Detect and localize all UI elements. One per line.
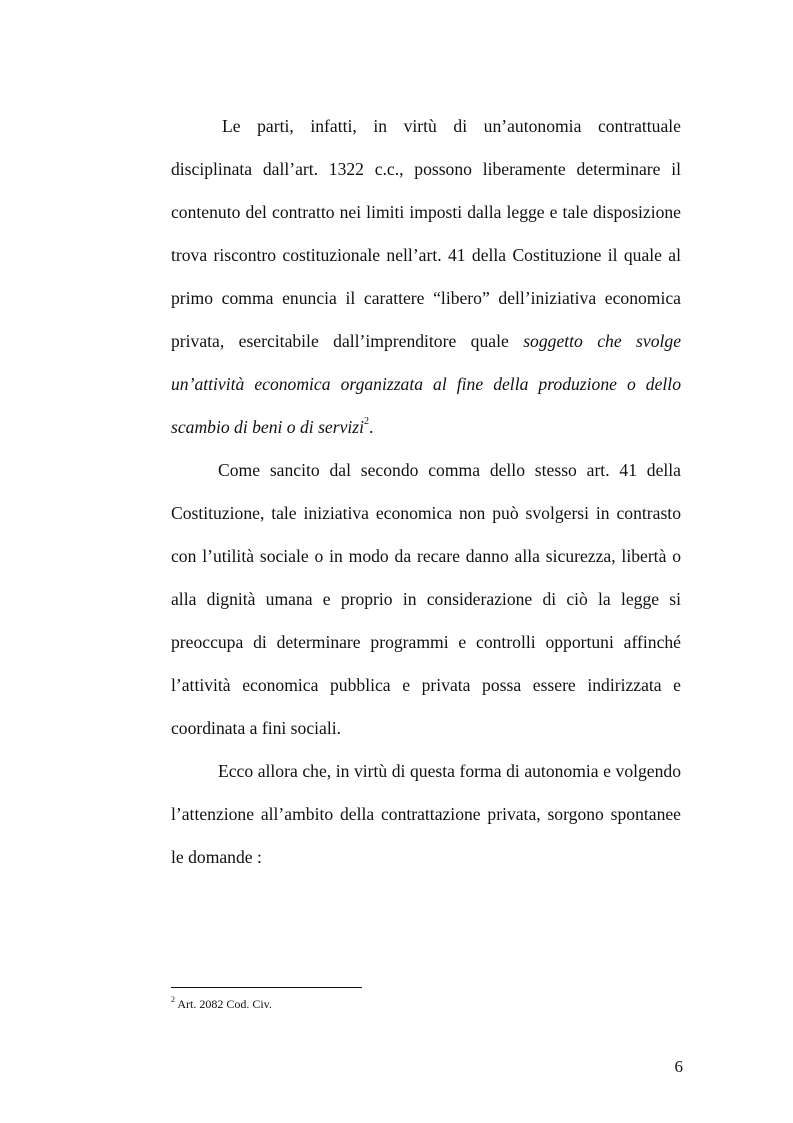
paragraph-1-end: . (369, 417, 374, 437)
paragraph-1 (171, 105, 681, 449)
footnote-reference[interactable]: 2 (364, 416, 370, 428)
footnote-separator (171, 987, 362, 988)
footnote-text: Art. 2082 Cod. Civ. (175, 997, 272, 1011)
footnote (171, 993, 272, 1012)
footnote-marker: 2 (171, 995, 175, 1004)
paragraph-1-text: Le parti, infatti, in virtù di un’autonomia contrattuale disciplinata dall’art. 1322 c.c., possono liberamente determinare il contenuto del contratto nei limiti imposti dalla legge e tale disposizione trova riscontro costituzionale nell’art. 41 della Costituzione il quale al primo comma enuncia il carattere “libero” dell’iniziativa economica privata, esercitabile dall’imprenditore quale (171, 116, 681, 351)
paragraph-2: Come sancito dal secondo comma dello stesso art. 41 della Costituzione, tale iniziativa economica non può svolgersi in contrasto con l’utilità sociale o in modo da recare danno alla sicurezza, libertà o alla dignità umana e proprio in considerazione di ciò la legge si preoccupa di determinare programmi e controlli opportuni affinché l’attività economica pubblica e privata possa essere indirizzata e coordinata a fini sociali. (171, 460, 681, 738)
page-number: 6 (674, 1057, 683, 1076)
body-text (171, 105, 681, 879)
paragraph-3: Ecco allora che, in virtù di questa forma di autonomia e volgendo l’attenzione all’ambito della contrattazione privata, sorgono spontanee le domande : (171, 761, 681, 867)
paragraph-1-italic-definition: soggetto che svolge un’attività economica organizzata al fine della produzione o dello scambio di beni o di servizi (171, 331, 682, 437)
